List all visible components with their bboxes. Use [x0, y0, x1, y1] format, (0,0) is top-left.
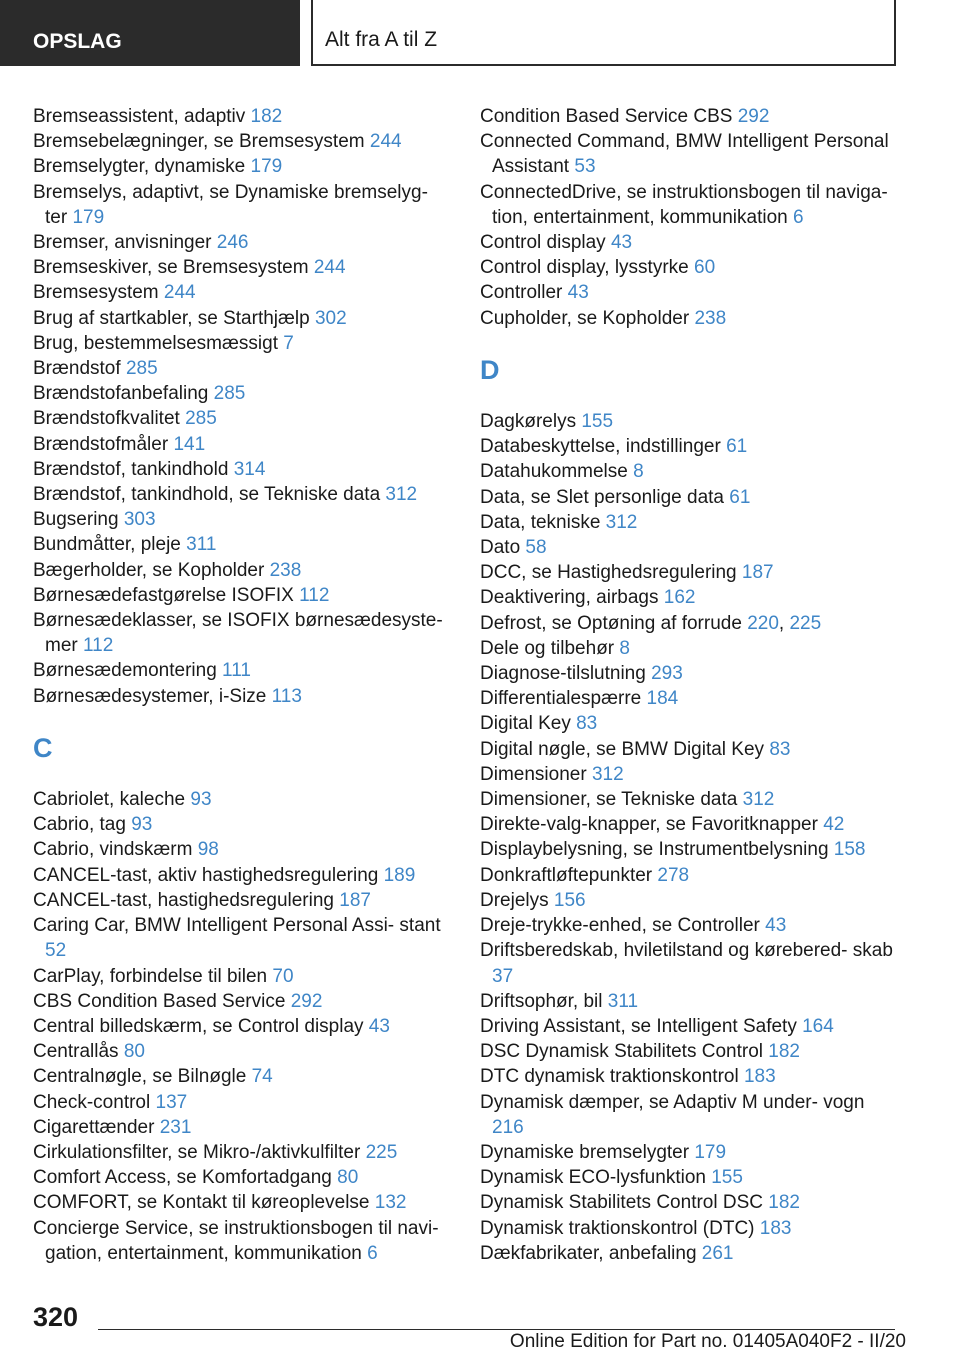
- index-term: CANCEL-tast, aktiv hastighedsregulering: [33, 864, 384, 886]
- index-term: CarPlay, forbindelse til bilen: [33, 965, 273, 987]
- page-number: 320: [33, 1302, 79, 1332]
- index-entry: [480, 787, 900, 812]
- page-reference-link[interactable]: 60: [694, 257, 716, 279]
- page-reference-link[interactable]: 187: [741, 562, 774, 584]
- page-reference-link[interactable]: 183: [743, 1066, 776, 1088]
- page-reference-link[interactable]: 83: [769, 738, 791, 760]
- index-term: COMFORT, se Kontakt til køreoplevelse: [33, 1192, 375, 1214]
- index-entry: [480, 636, 900, 661]
- index-entry: [33, 1140, 453, 1165]
- index-term: Condition Based Service CBS: [480, 106, 738, 127]
- index-term: Control display: [480, 232, 611, 254]
- index-term: Differentialespærre: [480, 688, 647, 710]
- page-reference-link[interactable]: 244: [369, 131, 402, 153]
- index-entry: [480, 837, 900, 862]
- index-entry: [33, 457, 453, 482]
- index-term: Driftsophør, bil: [480, 990, 608, 1012]
- index-entry: [33, 1064, 453, 1089]
- index-entry: [480, 737, 900, 762]
- page-reference-link[interactable]: 285: [125, 358, 158, 380]
- footer-divider: [98, 1329, 895, 1330]
- page-reference-link[interactable]: 311: [607, 990, 639, 1012]
- index-entry: [480, 434, 900, 459]
- index-entry: [480, 1190, 900, 1215]
- page-reference-link[interactable]: 61: [726, 436, 748, 458]
- index-entry: [33, 1039, 453, 1064]
- index-term: Cupholder, se Kopholder: [480, 307, 695, 329]
- page-reference-link[interactable]: 58: [525, 537, 547, 559]
- index-entry: [33, 280, 453, 305]
- index-term: Donkraftløftepunkter: [480, 864, 658, 886]
- section-label: OPSLAG: [0, 0, 300, 66]
- index-term: Dagkørelys: [480, 411, 582, 433]
- index-term: Brug, bestemmelsesmæssigt: [33, 332, 284, 354]
- page-reference-link[interactable]: 158: [833, 839, 866, 861]
- page-reference-link[interactable]: 98: [197, 839, 219, 861]
- index-entry: [480, 560, 900, 585]
- index-entry: [33, 532, 453, 557]
- index-term: Databeskyttelse, indstillinger: [480, 436, 727, 458]
- index-term: Brændstof: [33, 358, 126, 380]
- index-entry: [480, 762, 900, 787]
- index-entry: [480, 913, 900, 938]
- page-reference-link[interactable]: 216: [492, 1116, 524, 1138]
- page-reference-link[interactable]: 80: [337, 1167, 359, 1189]
- index-entry: [480, 409, 900, 434]
- index-entry: [33, 306, 453, 331]
- index-entry: [480, 1039, 900, 1064]
- page-reference-link[interactable]: 312: [742, 789, 775, 811]
- index-entry: [480, 1241, 900, 1266]
- page-reference-link[interactable]: 238: [694, 307, 727, 329]
- page-reference-link[interactable]: 112: [299, 584, 330, 606]
- index-term: Bundmåtter, pleje: [33, 534, 187, 556]
- index-term: Cabriolet, kaleche: [33, 789, 191, 811]
- page-reference-link[interactable]: 74: [251, 1066, 273, 1088]
- page-reference-link[interactable]: 113: [271, 685, 302, 707]
- index-term: Digital Key: [480, 713, 577, 735]
- index-term: Dynamisk ECO-lysfunktion: [480, 1167, 712, 1189]
- index-term: Børnesædesystemer, i-Size: [33, 685, 272, 707]
- index-term: DSC Dynamisk Stabilitets Control: [480, 1041, 769, 1063]
- page-reference-link[interactable]: 137: [155, 1091, 188, 1113]
- index-entry: [33, 432, 453, 457]
- index-term: Dimensioner: [480, 763, 592, 785]
- index-term: Børnesædeklasser, se ISOFIX børnesædesyste‐ mer: [33, 610, 443, 657]
- index-term: Centralnøgle, se Bilnøgle: [33, 1066, 252, 1088]
- page-reference-link[interactable]: 132: [374, 1192, 407, 1214]
- index-term: Diagnose-tilslutning: [480, 663, 652, 685]
- index-term: Displaybelysning, se Instrumentbelysning: [480, 839, 834, 861]
- index-term: Dreje-trykke-enhed, se Controller: [480, 915, 766, 937]
- page-reference-link[interactable]: 244: [313, 257, 346, 279]
- index-entry: [480, 180, 900, 230]
- index-entry: [480, 938, 900, 988]
- page-reference-link[interactable]: 246: [216, 232, 249, 254]
- index-entry: [33, 1090, 453, 1115]
- index-entry: [480, 686, 900, 711]
- index-term: Check-control: [33, 1091, 156, 1113]
- page-reference-link[interactable]: 314: [233, 458, 266, 480]
- index-term: Dynamisk dæmper, se Adaptiv M under‐ vogn: [480, 1091, 865, 1113]
- index-term: Control display, lysstyrke: [480, 257, 694, 279]
- page-reference-link[interactable]: 187: [339, 889, 371, 911]
- page-reference-link[interactable]: 261: [701, 1242, 734, 1264]
- index-term: Caring Car, BMW Intelligent Personal Assi‐ stant: [33, 915, 441, 937]
- index-term: Cabrio, tag: [33, 814, 132, 836]
- page-reference-link[interactable]: 278: [657, 864, 690, 886]
- page-reference-link[interactable]: 6: [793, 206, 804, 228]
- page-reference-link[interactable]: 42: [823, 814, 845, 836]
- index-entry: [33, 482, 453, 507]
- index-term: DCC, se Hastighedsregulering: [480, 562, 742, 584]
- index-term: Børnesædefastgørelse ISOFIX: [33, 584, 300, 606]
- page-reference-link[interactable]: 80: [123, 1041, 145, 1063]
- index-entry: [33, 837, 453, 862]
- index-term: Dækfabrikater, anbefaling: [480, 1242, 702, 1264]
- index-entry: [33, 154, 453, 179]
- page-reference-link[interactable]: 189: [383, 864, 416, 886]
- index-entry: [480, 230, 900, 255]
- page-reference-link[interactable]: 111: [222, 660, 251, 682]
- index-term: DTC dynamisk traktionskontrol: [480, 1066, 744, 1088]
- page-reference-link[interactable]: 141: [173, 433, 206, 455]
- index-entry: [33, 583, 453, 608]
- index-entry: [33, 684, 453, 709]
- index-term: Bremselygter, dynamiske: [33, 156, 251, 178]
- index-term: Bægerholder, se Kopholder: [33, 559, 270, 581]
- index-term: Dynamiske bremselygter: [480, 1141, 695, 1163]
- index-term: CBS Condition Based Service: [33, 990, 291, 1012]
- index-term: Dato: [480, 537, 526, 559]
- page-reference-link[interactable]: 43: [765, 915, 787, 937]
- index-term: CANCEL-tast, hastighedsregulering: [33, 889, 340, 911]
- index-entry: [480, 280, 900, 305]
- index-column-right: [480, 104, 900, 1266]
- index-entry: [33, 863, 453, 888]
- page-reference-link[interactable]: 293: [651, 663, 683, 685]
- index-entry: [480, 1014, 900, 1039]
- page-reference-link[interactable]: 43: [610, 232, 633, 254]
- index-term: Brug af startkabler, se Starthjælp: [33, 307, 315, 329]
- index-term: Drejelys: [480, 889, 554, 911]
- index-term: Driving Assistant, se Intelligent Safety: [480, 1015, 803, 1037]
- page-reference-link[interactable]: 155: [581, 411, 614, 433]
- index-term: Bremsesystem: [33, 282, 164, 304]
- index-term: Brændstof, tankindhold: [33, 458, 234, 480]
- index-term: Direkte-valg-knapper, se Favoritknapper: [480, 814, 824, 836]
- index-entry: [480, 585, 900, 610]
- page-reference-link[interactable]: 8: [619, 637, 630, 659]
- page-reference-link[interactable]: 182: [768, 1192, 800, 1214]
- index-term: Brændstofmåler: [33, 433, 174, 455]
- page-reference-link[interactable]: 220: [747, 612, 779, 634]
- index-term: ConnectedDrive, se instruktionsbogen til naviga‐ tion, entertainment, kommunikation: [480, 181, 888, 228]
- index-entry: [33, 1165, 453, 1190]
- index-entry: [480, 812, 900, 837]
- index-term: Bugsering: [33, 509, 124, 531]
- index-term: Comfort Access, se Komfortadgang: [33, 1167, 338, 1189]
- page-reference-link[interactable]: 93: [131, 814, 153, 836]
- index-entry: [33, 1115, 453, 1140]
- index-entry: [33, 658, 453, 683]
- index-entry: [480, 711, 900, 736]
- page-reference-link[interactable]: 225: [789, 612, 822, 634]
- page-reference-link[interactable]: 311: [186, 534, 217, 556]
- index-entry: [480, 989, 900, 1014]
- index-entry: [33, 787, 453, 812]
- index-term: Cabrio, vindskærm: [33, 839, 198, 861]
- page-reference-link[interactable]: 312: [605, 511, 638, 533]
- index-entry: [33, 381, 453, 406]
- page-reference-link[interactable]: 164: [802, 1015, 834, 1037]
- index-entry: [33, 913, 453, 963]
- index-entry: [33, 812, 453, 837]
- page-reference-link[interactable]: 238: [269, 559, 302, 581]
- page-reference-link[interactable]: 285: [185, 408, 217, 430]
- page-reference-link[interactable]: 8: [633, 461, 644, 483]
- page-reference-link[interactable]: 162: [663, 587, 696, 609]
- page-reference-link[interactable]: 244: [163, 282, 196, 304]
- index-entry: [480, 1216, 900, 1241]
- page-header: [0, 0, 960, 66]
- index-entry: [33, 1216, 453, 1266]
- page-reference-link[interactable]: 179: [250, 156, 283, 178]
- page-reference-link[interactable]: 70: [272, 965, 294, 987]
- index-entry: Defrost, se Optøning af forrude 220, 225: [480, 612, 822, 634]
- page-reference-link[interactable]: 302: [314, 307, 347, 329]
- index-entry: [33, 104, 453, 129]
- page-reference-link[interactable]: 231: [159, 1116, 192, 1138]
- page-reference-link[interactable]: 292: [737, 106, 770, 127]
- page-reference-link[interactable]: 93: [190, 789, 212, 811]
- index-term: Brændstof, tankindhold, se Tekniske data: [33, 484, 386, 506]
- index-term: Controller: [480, 282, 568, 304]
- index-entry: [33, 1014, 453, 1039]
- index-entry: [33, 888, 453, 913]
- page-reference-link[interactable]: 52: [45, 940, 67, 962]
- index-entry: [33, 1190, 453, 1215]
- edition-note: Online Edition for Part no. 01405A040F2 - II/20: [509, 1331, 906, 1352]
- index-entry: [33, 558, 453, 583]
- index-entry: [33, 255, 453, 280]
- index-term: Defrost, se Optøning af forrude: [480, 612, 748, 634]
- index-entry: [33, 964, 453, 989]
- index-term: Brændstofkvalitet: [33, 408, 186, 430]
- page-reference-link[interactable]: 53: [574, 156, 596, 178]
- index-entry: [33, 507, 453, 532]
- index-letter-heading: D: [480, 354, 500, 385]
- index-term: Bremsebelægninger, se Bremsesystem: [33, 131, 370, 153]
- page-reference-link[interactable]: 179: [694, 1141, 727, 1163]
- index-term: Data, se Slet personlige data: [480, 486, 730, 508]
- index-term: Cigarettænder: [33, 1116, 160, 1138]
- index-entry: [480, 535, 900, 560]
- index-entry: [480, 459, 900, 484]
- page-reference-link[interactable]: 112: [83, 635, 114, 657]
- index-term: Bremselys, adaptivt, se Dynamiske bremselyg‐ ter: [33, 181, 428, 228]
- index-entry: [33, 331, 453, 356]
- index-term: Driftsberedskab, hviletilstand og kørebered‐ skab: [480, 940, 893, 962]
- index-term: Børnesædemontering: [33, 660, 223, 682]
- index-entry: [480, 485, 900, 510]
- page-reference-link[interactable]: 83: [576, 713, 598, 735]
- index-entry: [480, 1165, 900, 1190]
- index-term: Concierge Service, se instruktionsbogen til navi‐ gation, entertainment, kommunikation: [33, 1217, 439, 1264]
- page-reference-link[interactable]: 312: [385, 484, 418, 506]
- index-term: Datahukommelse: [480, 461, 634, 483]
- index-entry: [480, 1140, 900, 1165]
- index-term: Dynamisk traktionskontrol (DTC): [480, 1217, 760, 1239]
- page-reference-link[interactable]: 312: [591, 763, 624, 785]
- page-reference-link[interactable]: 182: [768, 1041, 800, 1063]
- index-entry: [480, 1090, 900, 1140]
- index-term: Dynamisk Stabilitets Control DSC: [480, 1192, 769, 1214]
- index-term: Bremseassistent, adaptiv: [33, 106, 251, 127]
- index-term: Data, tekniske: [480, 511, 606, 533]
- page-reference-link[interactable]: 184: [646, 688, 679, 710]
- page-reference-link[interactable]: 6: [367, 1242, 378, 1264]
- page-reference-link[interactable]: 7: [283, 332, 294, 354]
- index-term: Brændstofanbefaling: [33, 383, 214, 405]
- index-term: Bremser, anvisninger: [33, 232, 217, 254]
- index-entry: [480, 863, 900, 888]
- index-entry: [480, 129, 900, 179]
- page-reference-link[interactable]: 225: [365, 1141, 398, 1163]
- index-entry: [480, 510, 900, 535]
- index-entry: [480, 306, 900, 331]
- index-entry: [33, 989, 453, 1014]
- index-entry: [33, 406, 453, 431]
- index-entry: [480, 1064, 900, 1089]
- index-term: Digital nøgle, se BMW Digital Key: [480, 738, 770, 760]
- index-term: Centrallås: [33, 1041, 124, 1063]
- index-entry: [480, 888, 900, 913]
- page-reference-link[interactable]: 179: [72, 206, 105, 228]
- index-term: Dimensioner, se Tekniske data: [480, 789, 743, 811]
- page-reference-link[interactable]: 292: [290, 990, 323, 1012]
- index-entry: [33, 608, 453, 658]
- page-reference-link[interactable]: 303: [123, 509, 156, 531]
- index-entry: [33, 356, 453, 381]
- page-reference-link[interactable]: 61: [729, 486, 751, 508]
- index-term: Cirkulationsfilter, se Mikro-/aktivkulfilter: [33, 1141, 366, 1163]
- page-reference-link[interactable]: 156: [553, 889, 586, 911]
- page-reference-link[interactable]: 182: [250, 106, 283, 127]
- index-term: Deaktivering, airbags: [480, 587, 664, 609]
- index-entry: [33, 180, 453, 230]
- page-reference-link[interactable]: 183: [759, 1217, 792, 1239]
- page-reference-link[interactable]: 37: [492, 965, 514, 987]
- page-reference-link[interactable]: 155: [711, 1167, 743, 1189]
- index-column-left: [33, 104, 453, 1266]
- index-entry: [480, 661, 900, 686]
- page-reference-link[interactable]: 43: [368, 1015, 390, 1037]
- page-reference-link[interactable]: 43: [567, 282, 589, 304]
- index-entry: [480, 255, 900, 280]
- page-reference-link[interactable]: 285: [213, 383, 246, 405]
- index-term: Bremseskiver, se Bremsesystem: [33, 257, 314, 279]
- index-term: Connected Command, BMW Intelligent Personal Assistant: [480, 131, 889, 178]
- index-term: Central billedskærm, se Control display: [33, 1015, 369, 1037]
- index-entry: [480, 104, 900, 129]
- index-entry: [33, 129, 453, 154]
- index-term: Dele og tilbehør: [480, 637, 620, 659]
- chapter-title: Alt fra A til Z: [311, 0, 896, 66]
- index-entry: [33, 230, 453, 255]
- index-letter-heading: C: [33, 732, 53, 763]
